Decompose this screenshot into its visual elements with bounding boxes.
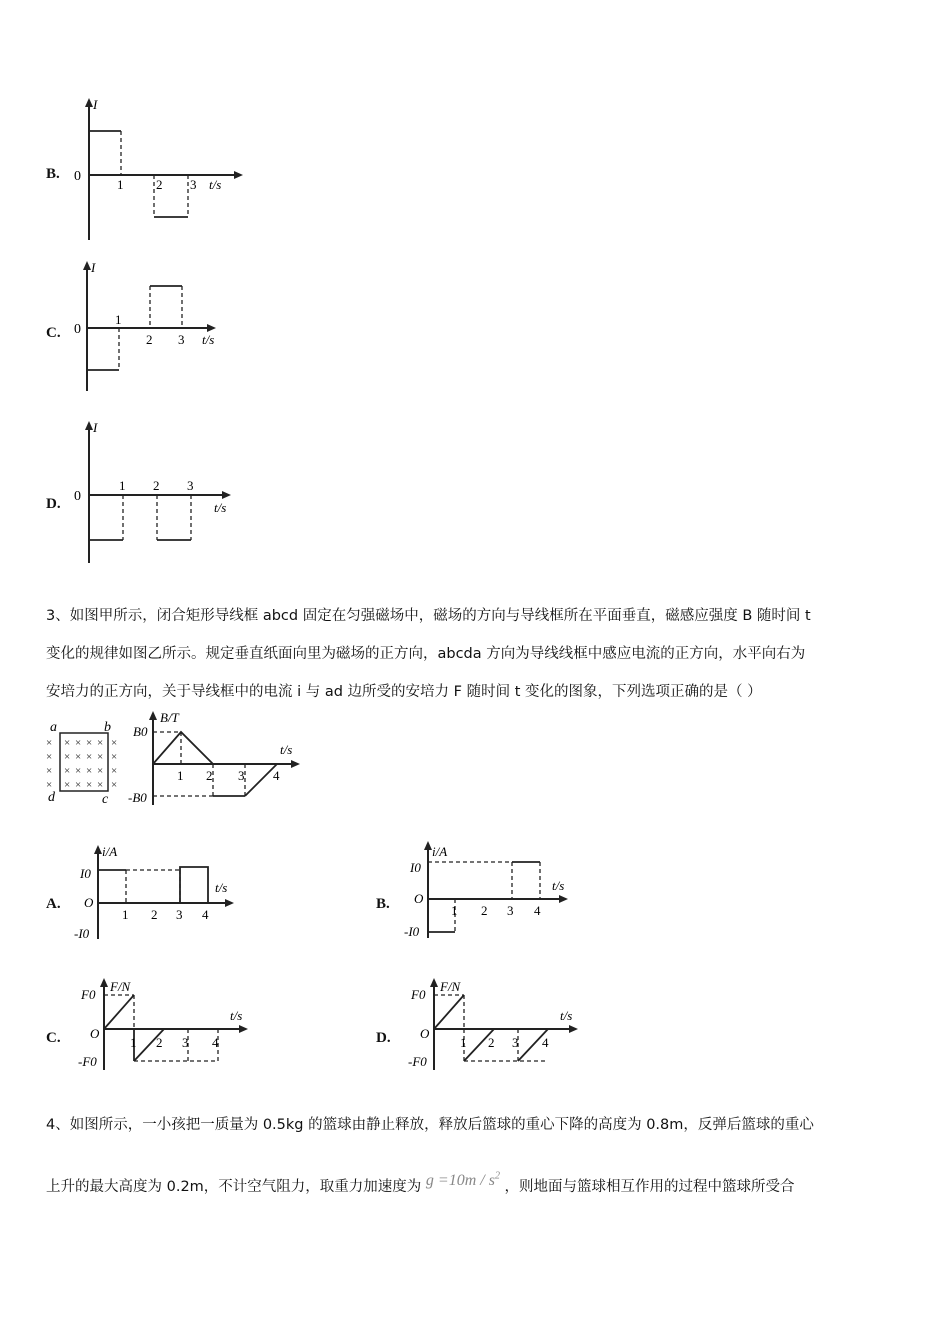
svg-text:F0: F0 (81, 987, 96, 1002)
svg-text:3: 3 (187, 478, 194, 493)
field-cross: × (86, 779, 93, 791)
q3-line3: 安培力的正方向，关于导线框中的电流 i 与 ad 边所受的安培力 F 随时间 t 变化的图象，下列选项正确的是（ ） (46, 684, 762, 700)
svg-text:3: 3 (176, 907, 183, 922)
q4-formula: $g =10m / s^2$ (425, 1170, 500, 1189)
svg-text:3: 3 (190, 177, 197, 192)
option-d-label[interactable]: D. (46, 496, 61, 512)
origin-label: 0 (74, 169, 81, 184)
field-cross: × (97, 737, 104, 749)
svg-text:-F0: -F0 (78, 1054, 97, 1069)
field-cross: × (75, 779, 82, 791)
svg-text:B/T: B/T (160, 710, 179, 725)
q3-option-b-label[interactable]: B. (376, 896, 390, 912)
field-cross: × (97, 779, 104, 791)
svg-text:t/s: t/s (202, 332, 215, 347)
field-cross: × (46, 737, 53, 749)
svg-text:I: I (91, 260, 96, 275)
option-c-graph (60, 258, 260, 398)
q3-option-a-graph (72, 842, 252, 942)
q3-option-d-label[interactable]: D. (376, 1030, 391, 1046)
svg-text:3: 3 (182, 1035, 189, 1050)
svg-text:3: 3 (178, 332, 185, 347)
svg-text:d: d (48, 790, 55, 805)
svg-text:1: 1 (122, 907, 129, 922)
field-cross: × (111, 779, 118, 791)
field-cross: × (64, 765, 71, 777)
svg-text:-I0: -I0 (404, 924, 420, 939)
svg-text:4: 4 (542, 1035, 549, 1050)
q3-option-b-graph (402, 838, 582, 943)
field-cross: × (75, 737, 82, 749)
field-cross: × (75, 751, 82, 763)
svg-text:0: 0 (74, 489, 81, 504)
svg-text:t/s: t/s (214, 500, 227, 515)
svg-text:1: 1 (130, 1035, 137, 1050)
svg-text:2: 2 (156, 1035, 163, 1050)
q4-line2 (46, 1170, 912, 1196)
svg-text:F/N: F/N (110, 979, 131, 994)
svg-text:1: 1 (115, 312, 122, 327)
svg-text:2: 2 (206, 768, 213, 783)
svg-text:1: 1 (451, 903, 458, 918)
field-cross: × (97, 765, 104, 777)
svg-text:O: O (84, 895, 94, 910)
svg-text:O: O (90, 1026, 100, 1041)
option-b-graph (60, 95, 260, 245)
svg-text:t/s: t/s (215, 880, 228, 895)
field-cross: × (46, 751, 53, 763)
svg-text:t/s: t/s (560, 1008, 573, 1023)
svg-text:I: I (93, 420, 98, 435)
field-cross: × (46, 765, 53, 777)
svg-text:2: 2 (153, 478, 160, 493)
svg-text:F0: F0 (411, 987, 426, 1002)
svg-text:-F0: -F0 (408, 1054, 427, 1069)
field-cross: × (64, 751, 71, 763)
svg-text:2: 2 (488, 1035, 495, 1050)
q4-line2-part-a: 上升的最大高度为 0.2m，不计空气阻力，取重力加速度为 (46, 1179, 422, 1195)
svg-text:4: 4 (212, 1035, 219, 1050)
svg-text:i/A: i/A (102, 844, 118, 859)
svg-text:3: 3 (512, 1035, 519, 1050)
field-cross: × (97, 751, 104, 763)
svg-text:1: 1 (177, 768, 184, 783)
option-b-label[interactable]: B. (46, 166, 60, 182)
q3-option-a-label[interactable]: A. (46, 896, 61, 912)
svg-text:1: 1 (117, 177, 124, 192)
svg-text:b: b (104, 720, 111, 735)
svg-text:t/s: t/s (230, 1008, 243, 1023)
q4-line1: 4、如图所示，一小孩把一质量为 0.5kg 的篮球由静止释放，释放后篮球的重心下降的高度为 0.8m，反弹后篮球的重心 (46, 1117, 814, 1133)
q3-line1: 3、如图甲所示，闭合矩形导线框 abcd 固定在匀强磁场中，磁场的方向与导线框所在平面垂直，磁感应强度 B 随时间 t (46, 608, 811, 624)
svg-text:0: 0 (74, 322, 81, 337)
field-cross: × (111, 751, 118, 763)
svg-text:c: c (102, 792, 109, 807)
svg-text:1: 1 (119, 478, 126, 493)
svg-text:-I0: -I0 (74, 926, 90, 941)
svg-text:4: 4 (534, 903, 541, 918)
svg-text:2: 2 (481, 903, 488, 918)
svg-text:t/s: t/s (209, 177, 222, 192)
q3-option-d-graph (406, 975, 586, 1075)
q3-b-graph (128, 708, 308, 808)
q3-frame-figure (40, 715, 130, 810)
svg-text:2: 2 (151, 907, 158, 922)
svg-text:i/A: i/A (432, 844, 448, 859)
svg-text:2: 2 (146, 332, 153, 347)
field-cross: × (111, 765, 118, 777)
svg-text:3: 3 (238, 768, 245, 783)
q3-option-c-graph (76, 975, 256, 1075)
q4-line2-part-b: ，则地面与篮球相互作用的过程中篮球所受合 (504, 1179, 795, 1195)
svg-text:a: a (50, 720, 57, 735)
svg-text:t/s: t/s (552, 878, 565, 893)
option-d-graph (60, 418, 260, 568)
field-cross: × (111, 737, 118, 749)
svg-text:F/N: F/N (440, 979, 461, 994)
field-cross: × (64, 737, 71, 749)
field-cross: × (86, 765, 93, 777)
field-cross: × (64, 779, 71, 791)
field-cross: × (86, 737, 93, 749)
svg-text:O: O (414, 891, 424, 906)
svg-text:B0: B0 (133, 724, 148, 739)
svg-text:4: 4 (202, 907, 209, 922)
field-cross: × (46, 779, 53, 791)
svg-text:t/s: t/s (280, 742, 293, 757)
svg-text:4: 4 (273, 768, 280, 783)
svg-text:I0: I0 (410, 860, 421, 875)
svg-text:2: 2 (156, 177, 163, 192)
field-cross: × (86, 751, 93, 763)
svg-text:3: 3 (507, 903, 514, 918)
field-cross: × (75, 765, 82, 777)
svg-text:-B0: -B0 (128, 790, 147, 805)
option-c-label[interactable]: C. (46, 325, 61, 341)
q3-option-c-label[interactable]: C. (46, 1030, 61, 1046)
q3-line2: 变化的规律如图乙所示。规定垂直纸面向里为磁场的正方向，abcda 方向为导线线框中感应电流的正方向，水平向右为 (46, 646, 806, 662)
axis-y-label: I (93, 97, 98, 112)
svg-text:1: 1 (460, 1035, 467, 1050)
svg-text:O: O (420, 1026, 430, 1041)
svg-text:I0: I0 (80, 866, 91, 881)
